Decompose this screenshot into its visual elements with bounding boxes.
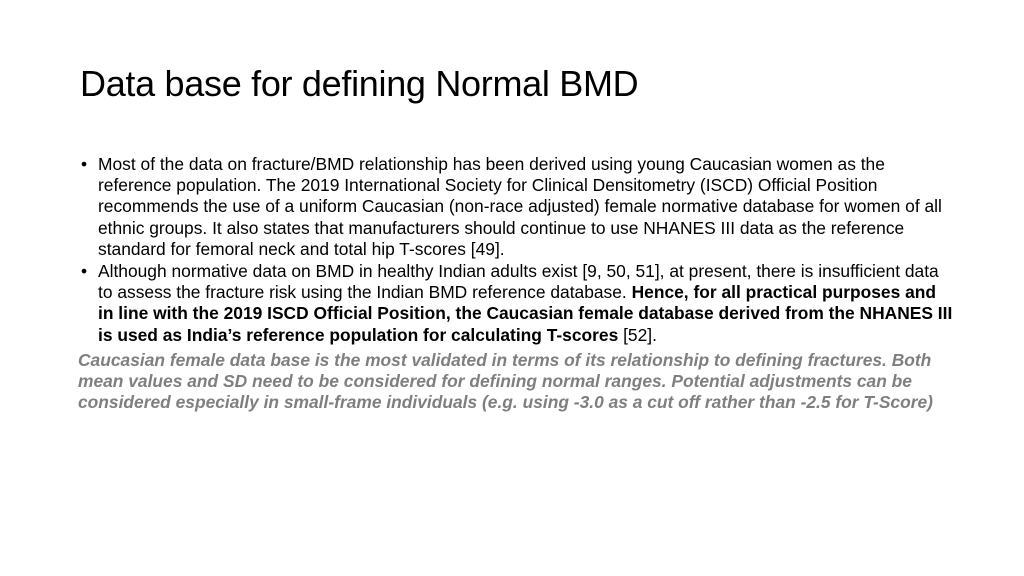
- bullet-marker: •: [81, 261, 88, 282]
- slide-title: Data base for defining Normal BMD: [80, 63, 639, 104]
- summary-note: Caucasian female data base is the most validated in terms of its relationship to defining fractures. Both mean values and SD need to be considered for defining normal ranges. Potential adjustments can be considered especially in small-frame individuals (e.g. using -3.0 as a cut off rather than -2.5 for T-Score): [78, 349, 933, 413]
- bullet-item-indian-normative-data: [78, 261, 953, 346]
- bullet-text: Although normative data on BMD in healthy Indian adults exist [9, 50, 51], at present, there is insufficient data to assess the fracture risk using the Indian BMD reference database.: [98, 261, 939, 303]
- bullet-text-emphasis: Hence, for all practical purposes and in line with the 2019 ISCD Official Position, the Caucasian female database derived from the NHANES III is used as India’s reference population for calculating T-scores: [98, 282, 953, 345]
- bullet-item-reference-population: [78, 154, 953, 260]
- bullet-marker: •: [81, 154, 88, 174]
- bullet-list: [78, 154, 953, 346]
- bullet-text-citation: [52].: [618, 324, 657, 345]
- bullet-text: Most of the data on fracture/BMD relationship has been derived using young Caucasian women as the reference population. The 2019 International Society for Clinical Densitometry (ISCD) Official Position recommends the use of a uniform Caucasian (non-race adjusted) female normative database for women of all ethnic groups. It also states that manufacturers should continue to use NHANES III data as the reference standard for femoral neck and total hip T-scores [49].: [98, 154, 942, 259]
- slide-body: [78, 154, 953, 413]
